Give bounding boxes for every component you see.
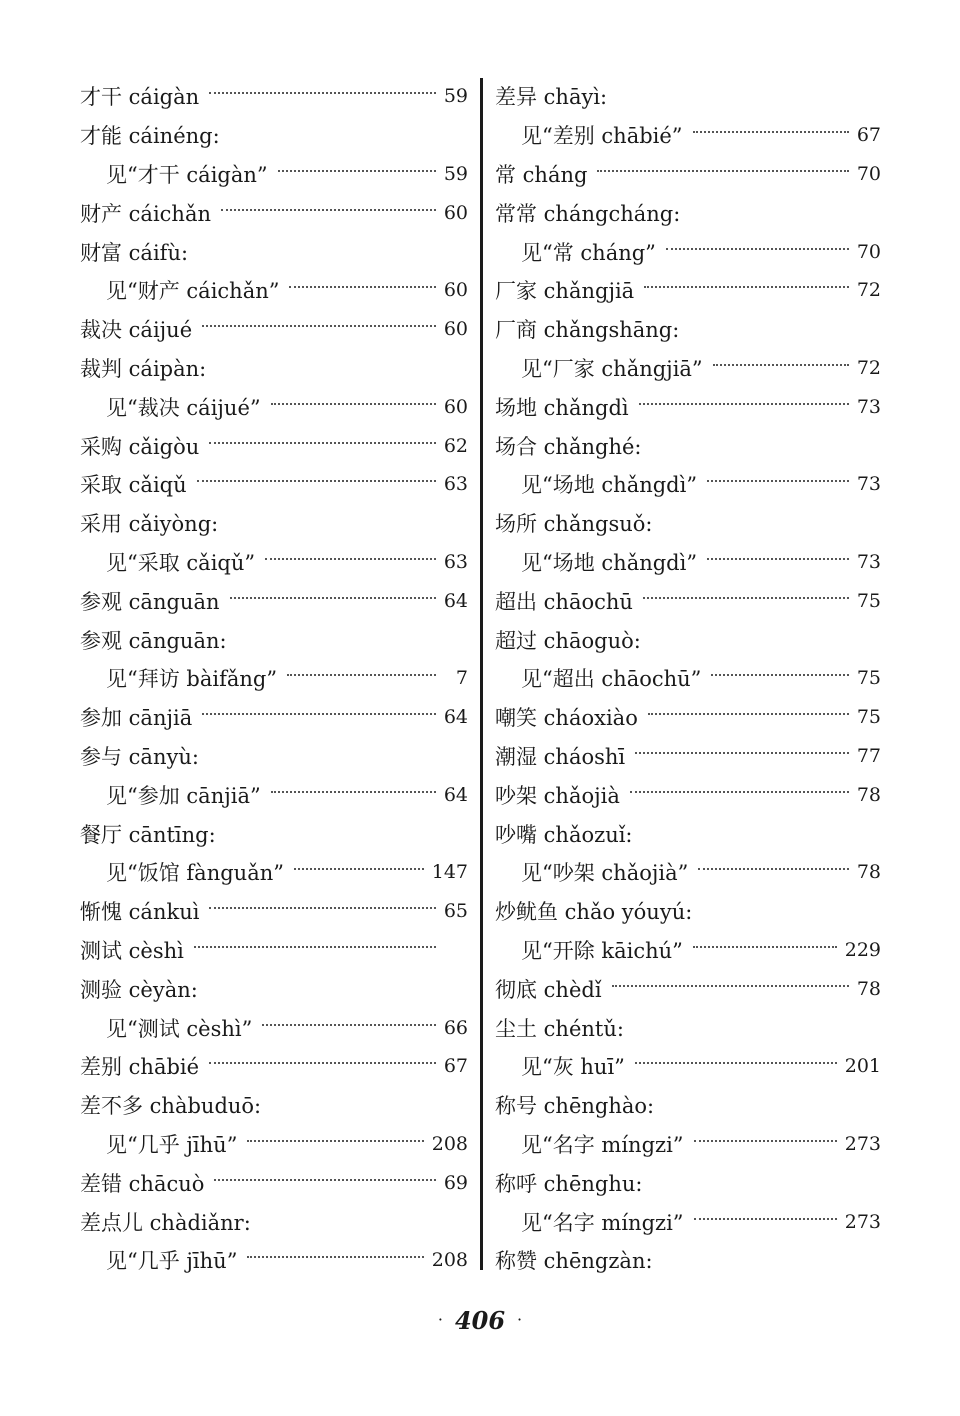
entry-term: 嘲笑 cháoxiào (495, 706, 638, 731)
entry-term: 参观 cānguān: (80, 628, 227, 653)
dot-leader (707, 558, 849, 560)
entry-term: 厂家 chǎngjiā (495, 279, 635, 304)
index-entry (80, 232, 468, 271)
index-cross-reference (80, 1241, 468, 1280)
index-cross-reference (495, 116, 881, 155)
entry-term: 裁判 cáipàn: (80, 356, 207, 381)
entry-page-number: 7 (455, 667, 468, 690)
entry-term: 参与 cānyù: (80, 744, 199, 769)
dot-leader (221, 209, 436, 211)
index-entry (495, 969, 881, 1008)
entry-page-number: 65 (443, 900, 468, 923)
index-entry (80, 969, 468, 1008)
dot-leader (209, 92, 436, 94)
index-cross-reference (80, 271, 468, 310)
index-cross-reference (495, 1125, 881, 1164)
entry-page-number: 67 (856, 124, 881, 147)
entry-term: 吵架 chǎojià (495, 783, 620, 808)
entry-term: 常常 chángcháng: (495, 201, 681, 226)
entry-page-number: 60 (443, 395, 468, 418)
dot-leader (707, 480, 849, 482)
entry-term: 差别 chābié (80, 1055, 200, 1080)
entry-page-number: 273 (844, 1132, 881, 1155)
entry-term: 见“拜访 bàifǎng” (106, 667, 278, 692)
index-entry (495, 892, 881, 931)
entry-term: 见“吵架 chǎojià” (521, 861, 689, 886)
entry-page-number: 208 (431, 1249, 468, 1272)
entry-term: 场所 chǎngsuǒ: (495, 512, 653, 537)
dot-leader (635, 1062, 837, 1064)
dot-leader (694, 1218, 837, 1220)
entry-page-number: 72 (856, 279, 881, 302)
entry-term: 差异 chāyì: (495, 85, 608, 110)
index-entry (80, 814, 468, 853)
dot-leader (644, 286, 849, 288)
entry-page-number: 73 (856, 550, 881, 573)
entry-term: 才干 cáigàn (80, 85, 200, 110)
entry-term: 参加 cānjiā (80, 706, 193, 731)
entry-term: 厂商 chǎngshāng: (495, 318, 680, 343)
dot-leader (262, 1024, 435, 1026)
index-entry (495, 1008, 881, 1047)
dot-leader (209, 1062, 436, 1064)
entry-page-number: 78 (856, 977, 881, 1000)
index-entry (495, 155, 881, 194)
index-entry (80, 349, 468, 388)
entry-page-number: 60 (443, 279, 468, 302)
index-entry (495, 310, 881, 349)
entry-term: 差点儿 chàdiǎnr: (80, 1210, 251, 1235)
entry-page-number: 78 (856, 861, 881, 884)
dot-leader (271, 791, 436, 793)
entry-term: 超过 chāoguò: (495, 628, 641, 653)
index-entry (80, 116, 468, 155)
entry-term: 称呼 chēnghu: (495, 1171, 643, 1196)
entry-term: 场地 chǎngdì (495, 395, 629, 420)
dot-leader (635, 752, 849, 754)
entry-page-number: 75 (856, 589, 881, 612)
entry-term: 称赞 chēngzàn: (495, 1249, 653, 1274)
entry-page-number: 64 (443, 783, 468, 806)
index-entry (495, 581, 881, 620)
entry-page-number: 72 (856, 356, 881, 379)
index-entry (80, 1202, 468, 1241)
index-cross-reference (80, 1008, 468, 1047)
entry-term: 见“名字 míngzi” (521, 1132, 684, 1157)
entry-term: 见“裁决 cáijué” (106, 395, 261, 420)
entry-page-number: 64 (443, 589, 468, 612)
index-cross-reference (80, 155, 468, 194)
entry-page-number: 67 (443, 1055, 468, 1078)
entry-term: 超出 chāochū (495, 589, 633, 614)
entry-term: 见“饭馆 fànguǎn” (106, 861, 284, 886)
index-entry (495, 77, 881, 116)
index-column-right (495, 77, 881, 1280)
folio-dot-right: · (517, 1310, 523, 1329)
index-entry (495, 387, 881, 426)
entry-term: 测试 cèshì (80, 938, 184, 963)
dot-leader (209, 442, 436, 444)
entry-page-number: 63 (443, 473, 468, 496)
index-cross-reference (495, 232, 881, 271)
entry-term: 场合 chǎnghé: (495, 434, 642, 459)
entry-term: 见“名字 míngzi” (521, 1210, 684, 1235)
entry-page-number: 64 (443, 706, 468, 729)
index-entry (495, 504, 881, 543)
dot-leader (698, 868, 848, 870)
entry-term: 吵嘴 chǎozuǐ: (495, 822, 633, 847)
dot-leader (648, 713, 849, 715)
index-entry (80, 737, 468, 776)
index-entry (80, 581, 468, 620)
dot-leader (194, 946, 436, 948)
index-cross-reference (495, 349, 881, 388)
index-cross-reference (80, 387, 468, 426)
dot-leader (612, 985, 849, 987)
entry-term: 见“几乎 jīhū” (106, 1132, 238, 1157)
index-cross-reference (495, 1047, 881, 1086)
index-cross-reference (495, 465, 881, 504)
entry-term: 尘土 chéntǔ: (495, 1016, 624, 1041)
index-entry (80, 426, 468, 465)
entry-term: 采用 cǎiyòng: (80, 512, 219, 537)
index-entry (495, 775, 881, 814)
entry-term: 餐厅 cāntīng: (80, 822, 216, 847)
entry-term: 见“常 cháng” (521, 240, 656, 265)
entry-page-number: 62 (443, 434, 468, 457)
entry-page-number: 70 (856, 162, 881, 185)
dot-leader (197, 480, 436, 482)
entry-page-number: 59 (443, 162, 468, 185)
entry-term: 见“差别 chābié” (521, 124, 683, 149)
index-entry (495, 737, 881, 776)
index-cross-reference (80, 853, 468, 892)
index-entry (495, 698, 881, 737)
index-cross-reference (80, 543, 468, 582)
dot-leader (711, 674, 848, 676)
entry-term: 炒鱿鱼 chǎo yóuyú: (495, 900, 693, 925)
dot-leader (693, 946, 837, 948)
entry-term: 见“采取 cǎiqǔ” (106, 550, 256, 575)
index-cross-reference (80, 1125, 468, 1164)
entry-term: 见“场地 chǎngdì” (521, 550, 698, 575)
dot-leader (265, 558, 436, 560)
entry-term: 见“几乎 jīhū” (106, 1249, 238, 1274)
dot-leader (230, 597, 436, 599)
entry-page-number: 73 (856, 473, 881, 496)
dot-leader (289, 286, 435, 288)
page-folio (0, 1306, 960, 1335)
entry-term: 财富 cáifù: (80, 240, 189, 265)
index-entry (495, 620, 881, 659)
entry-term: 差错 chācuò (80, 1171, 205, 1196)
entry-page-number: 273 (844, 1210, 881, 1233)
entry-page-number: 69 (443, 1171, 468, 1194)
entry-page-number: 75 (856, 667, 881, 690)
dot-leader (214, 1179, 435, 1181)
dot-leader (713, 364, 849, 366)
index-entry (80, 1163, 468, 1202)
index-entry (80, 310, 468, 349)
entry-page-number: 70 (856, 240, 881, 263)
index-entry (495, 1163, 881, 1202)
dot-leader (202, 713, 436, 715)
index-column-left (80, 77, 468, 1280)
entry-page-number: 208 (431, 1132, 468, 1155)
entry-term: 财产 cáichǎn (80, 201, 212, 226)
index-entry (80, 892, 468, 931)
index-cross-reference (495, 853, 881, 892)
entry-term: 采购 cǎigòu (80, 434, 200, 459)
index-entry (495, 1241, 881, 1280)
entry-term: 常 cháng (495, 162, 588, 187)
dot-leader (666, 248, 849, 250)
index-entry (495, 814, 881, 853)
dot-leader (693, 131, 849, 133)
index-cross-reference (80, 659, 468, 698)
entry-page-number: 75 (856, 706, 881, 729)
entry-page-number: 63 (443, 550, 468, 573)
dot-leader (694, 1140, 837, 1142)
dot-leader (630, 791, 849, 793)
entry-page-number: 229 (844, 938, 881, 961)
index-entry (80, 698, 468, 737)
index-entry (495, 1086, 881, 1125)
dot-leader (278, 170, 436, 172)
dot-leader (643, 597, 849, 599)
index-entry (80, 504, 468, 543)
entry-term: 惭愧 cánkuì (80, 900, 200, 925)
entry-page-number: 73 (856, 395, 881, 418)
entry-term: 才能 cáinéng: (80, 124, 220, 149)
entry-page-number: 147 (431, 861, 468, 884)
index-cross-reference (495, 931, 881, 970)
entry-term: 见“灰 huī” (521, 1055, 625, 1080)
entry-term: 测验 cèyàn: (80, 977, 198, 1002)
entry-page-number: 77 (856, 744, 881, 767)
index-entry (80, 465, 468, 504)
entry-page-number: 78 (856, 783, 881, 806)
entry-term: 见“开除 kāichú” (521, 938, 683, 963)
index-entry (80, 931, 468, 970)
dot-leader (639, 403, 849, 405)
entry-term: 参观 cānguān (80, 589, 220, 614)
index-entry (495, 271, 881, 310)
entry-term: 见“才干 cáigàn” (106, 162, 268, 187)
dot-leader (294, 868, 424, 870)
dot-leader (247, 1140, 423, 1142)
entry-term: 彻底 chèdǐ (495, 977, 602, 1002)
entry-term: 见“参加 cānjiā” (106, 783, 261, 808)
entry-term: 见“测试 cèshì” (106, 1016, 253, 1041)
entry-term: 称号 chēnghào: (495, 1094, 655, 1119)
entry-page-number: 66 (443, 1016, 468, 1039)
dot-leader (247, 1256, 423, 1258)
index-cross-reference (495, 543, 881, 582)
index-entry (495, 193, 881, 232)
entry-term: 见“厂家 chǎngjiā” (521, 356, 703, 381)
entry-term: 裁决 cáijué (80, 318, 193, 343)
entry-term: 采取 cǎiqǔ (80, 473, 187, 498)
index-cross-reference (80, 775, 468, 814)
dot-leader (597, 170, 848, 172)
dot-leader (209, 907, 435, 909)
column-divider (480, 78, 483, 1270)
entry-page-number: 201 (844, 1055, 881, 1078)
dot-leader (202, 325, 436, 327)
entry-term: 见“超出 chāochū” (521, 667, 702, 692)
index-entry (80, 620, 468, 659)
dot-leader (271, 403, 436, 405)
entry-term: 差不多 chàbuduō: (80, 1094, 262, 1119)
page-number: 406 (454, 1306, 506, 1335)
entry-term: 见“场地 chǎngdì” (521, 473, 698, 498)
index-entry (80, 1047, 468, 1086)
index-entry (495, 426, 881, 465)
index-entry (80, 193, 468, 232)
entry-term: 见“财产 cáichǎn” (106, 279, 280, 304)
folio-dot-left: · (437, 1310, 443, 1329)
index-entry (80, 1086, 468, 1125)
index-entry (80, 77, 468, 116)
entry-page-number: 59 (443, 85, 468, 108)
entry-term: 潮湿 cháoshī (495, 744, 626, 769)
entry-page-number: 60 (443, 201, 468, 224)
dot-leader (287, 674, 436, 676)
entry-page-number: 60 (443, 318, 468, 341)
index-cross-reference (495, 1202, 881, 1241)
index-cross-reference (495, 659, 881, 698)
